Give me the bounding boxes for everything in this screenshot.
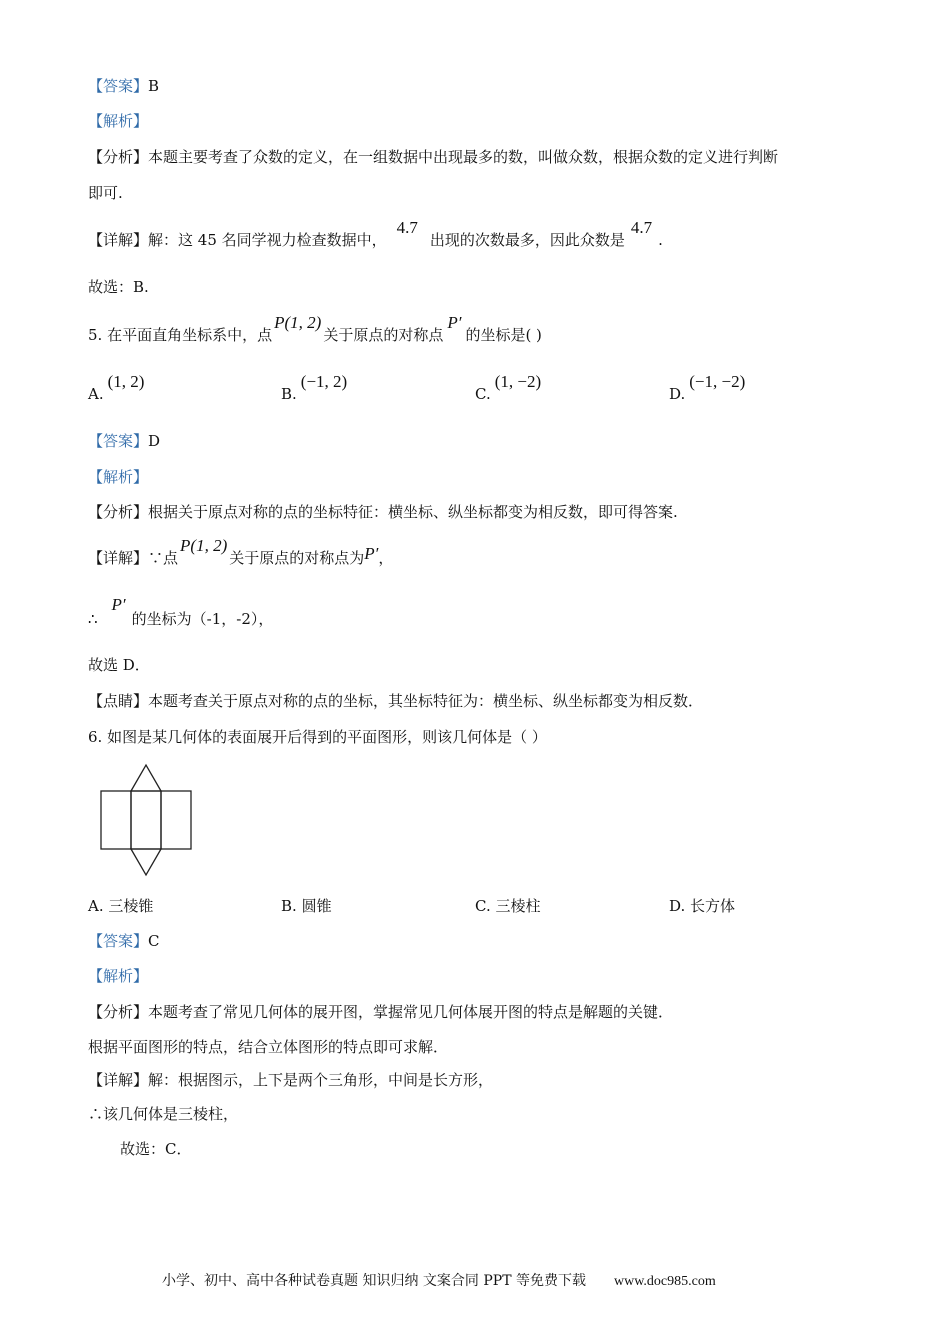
- q5-stem-end: 的坐标是( ): [465, 326, 542, 344]
- detail-pre: 解：这 45 名同学视力检查数据中，: [148, 231, 387, 249]
- q5-stem-pre: 5. 在平面直角坐标系中，点: [88, 326, 273, 344]
- fenxi-text: 本题主要考查了众数的定义，在一组数据中出现最多的数，叫做众数，根据众数的定义进行判断: [148, 148, 779, 166]
- option-value: 三棱柱: [495, 897, 541, 915]
- because-symbol: ∵点: [148, 549, 179, 567]
- q6-fenxi: [88, 1002, 673, 1022]
- option-label: B.: [281, 897, 297, 915]
- q5-analysis-tag: 【解析】: [88, 468, 149, 486]
- q6-answer-line: [88, 931, 160, 951]
- net-middle-rect: [131, 791, 161, 849]
- answer-value: D: [148, 432, 161, 450]
- answer-value: B: [148, 77, 160, 95]
- q5-dianjing: [88, 691, 703, 711]
- option-label: A.: [88, 385, 104, 403]
- detail-mid: 关于原点的对称点为: [229, 549, 365, 567]
- fenxi-text: 本题考查了常见几何体的展开图，掌握常见几何体展开图的特点是解题的关键．: [148, 1003, 674, 1021]
- q4-fenxi-line1: [88, 147, 778, 167]
- option-value: 圆锥: [301, 897, 332, 915]
- net-left-rect: [101, 791, 131, 849]
- net-top-triangle: [131, 765, 161, 791]
- option-label: C.: [475, 385, 491, 403]
- therefore-symbol: ∴: [88, 610, 98, 628]
- q6-choose: 故选：C．: [120, 1140, 192, 1158]
- q5-therefore: [88, 595, 274, 629]
- q6-analysis-tag: 【解析】: [88, 967, 149, 985]
- option-label: A.: [88, 897, 104, 915]
- q5-option-a[interactable]: [88, 372, 145, 404]
- q5-option-b[interactable]: [281, 372, 348, 404]
- detail-text: 解：根据图示，上下是两个三角形，中间是长方形，: [148, 1071, 494, 1089]
- q4-fenxi-line2: 即可.: [88, 184, 123, 202]
- q6-fenxi2: 根据平面图形的特点，结合立体图形的特点即可求解．: [88, 1038, 449, 1056]
- fenxi-tag: 【分析】: [88, 503, 149, 521]
- option-label: B.: [281, 385, 297, 403]
- dianjing-tag: 【点睛】: [88, 692, 149, 710]
- footer-text: 小学、初中、高中各种试卷真题 知识归纳 文案合同 PPT 等免费下载: [162, 1273, 586, 1289]
- value-4-7-b: 4.7: [630, 218, 653, 237]
- q5-stem: [88, 313, 542, 345]
- option-value: (−1, 2): [300, 372, 348, 391]
- detail-mid: 出现的次数最多，因此众数是: [429, 231, 625, 249]
- detail-end: .: [658, 231, 663, 249]
- q5-option-c[interactable]: [475, 372, 542, 404]
- value-4-7-a: 4.7: [396, 218, 418, 237]
- point-p: P(1, 2): [180, 536, 228, 555]
- option-label: D.: [669, 385, 686, 403]
- q5-answer-line: [88, 431, 160, 451]
- q6-therefore: ∴该几何体是三棱柱，: [88, 1105, 239, 1123]
- option-value: (−1, −2): [689, 372, 746, 391]
- dianjing-text: 本题考查关于原点对称的点的坐标，其坐标特征为：横坐标、纵坐标都变为相反数．: [148, 692, 704, 710]
- fenxi-tag: 【分析】: [88, 1003, 149, 1021]
- q6-option-c[interactable]: [475, 896, 541, 916]
- footer-url[interactable]: www.doc985.com: [613, 1274, 716, 1289]
- answer-tag: 【答案】: [88, 77, 149, 95]
- point-p-prime: P′: [447, 313, 462, 332]
- detail-tag: 【详解】: [88, 231, 149, 249]
- prism-net-figure: [96, 762, 198, 878]
- point-p-prime: P′: [111, 595, 126, 614]
- q6-detail: [88, 1070, 493, 1090]
- option-label: D.: [669, 897, 686, 915]
- answer-tag: 【答案】: [88, 932, 149, 950]
- detail-end: ，: [378, 549, 394, 567]
- q4-detail-line: [88, 218, 663, 250]
- q6-option-d[interactable]: [669, 896, 735, 916]
- q4-choose: 故选：B.: [88, 278, 149, 296]
- detail-tag: 【详解】: [88, 1071, 149, 1089]
- q5-detail: [88, 536, 394, 568]
- q5-option-d[interactable]: [669, 372, 746, 404]
- option-value: 三棱锥: [108, 897, 154, 915]
- point-p: P(1, 2): [274, 313, 322, 332]
- point-p-prime: P′: [364, 544, 379, 563]
- answer-value: C: [148, 932, 160, 950]
- q4-analysis-tag: 【解析】: [88, 112, 149, 130]
- detail-tag: 【详解】: [88, 549, 149, 567]
- option-value: 长方体: [690, 897, 736, 915]
- q6-stem: 6. 如图是某几何体的表面展开后得到的平面图形，则该几何体是（ ）: [88, 728, 547, 746]
- net-right-rect: [161, 791, 191, 849]
- q4-answer-line: [88, 76, 159, 96]
- q6-option-a[interactable]: [88, 896, 153, 916]
- answer-tag: 【答案】: [88, 432, 149, 450]
- option-value: (1, 2): [107, 372, 145, 391]
- q6-option-b[interactable]: [281, 896, 332, 916]
- coord-text: 的坐标为（-1，-2），: [131, 610, 274, 628]
- option-label: C.: [475, 897, 491, 915]
- q5-stem-mid: 关于原点的对称点: [323, 326, 444, 344]
- q5-fenxi: [88, 502, 678, 522]
- net-bottom-triangle: [131, 849, 161, 875]
- page-footer: [162, 1270, 716, 1290]
- fenxi-text: 根据关于原点对称的点的坐标特征：横坐标、纵坐标都变为相反数，即可得答案.: [148, 503, 678, 521]
- fenxi-tag: 【分析】: [88, 148, 149, 166]
- q5-choose: 故选 D．: [88, 656, 150, 674]
- option-value: (1, −2): [494, 372, 542, 391]
